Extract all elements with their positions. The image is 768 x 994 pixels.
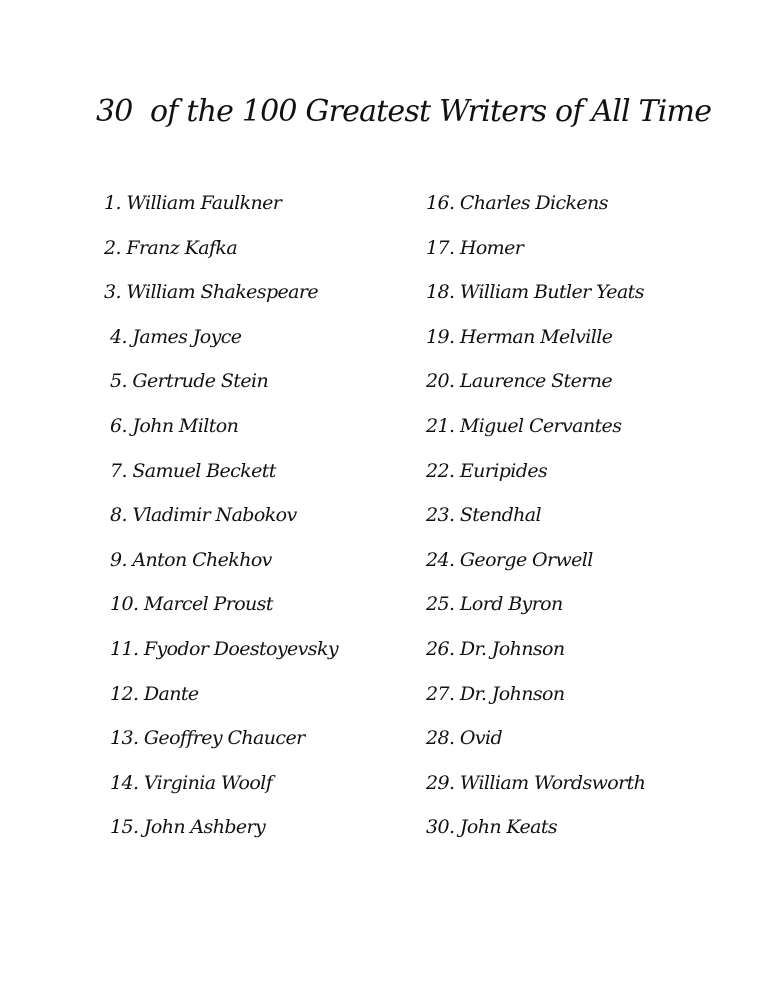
page-title: 30 of the 100 Greatest Writers of All Time: [96, 94, 712, 129]
list-item: 19. Herman Melville: [426, 325, 613, 348]
list-item: 16. Charles Dickens: [426, 192, 608, 214]
list-item: 25. Lord Byron: [426, 593, 563, 616]
list-item: 30. John Keats: [426, 816, 558, 839]
list-item: 7. Samuel Beckett: [110, 459, 276, 482]
list-item: 10. Marcel Proust: [110, 593, 273, 616]
list-item: 8. Vladimir Nabokov: [110, 504, 297, 527]
list-item: 21. Miguel Cervantes: [426, 414, 622, 437]
list-item: 27. Dr. Johnson: [426, 682, 565, 705]
list-item: 2. Franz Kafka: [104, 236, 238, 259]
list-item: 6. John Milton: [110, 414, 239, 437]
list-item: 5. Gertrude Stein: [110, 370, 269, 393]
list-item: 20. Laurence Sterne: [426, 370, 612, 393]
list-item: 23. Stendhal: [426, 504, 541, 527]
list-item: 18. William Butler Yeats: [426, 281, 644, 304]
list-item: 4. James Joyce: [110, 325, 242, 348]
list-item: 22. Euripides: [426, 459, 548, 482]
list-item: 15. John Ashbery: [110, 816, 266, 839]
writers-list-left: [104, 183, 338, 852]
list-item: 13. Geoffrey Chaucer: [110, 727, 305, 750]
list-item: 14. Virginia Woolf: [110, 771, 273, 794]
list-item: 26. Dr. Johnson: [426, 637, 565, 660]
list-item: 9. Anton Chekhov: [110, 548, 272, 571]
list-item: 1. William Faulkner: [104, 192, 282, 214]
list-item: 17. Homer: [426, 236, 524, 259]
list-item: 24. George Orwell: [426, 548, 593, 571]
list-item: 11. Fyodor Doestoyevsky: [110, 637, 338, 660]
list-item: 28. Ovid: [426, 727, 503, 750]
list-item: 29. William Wordsworth: [426, 771, 646, 794]
list-item: 12. Dante: [110, 682, 199, 705]
writers-list-right: [426, 183, 645, 852]
list-item: 3. William Shakespeare: [104, 281, 319, 304]
